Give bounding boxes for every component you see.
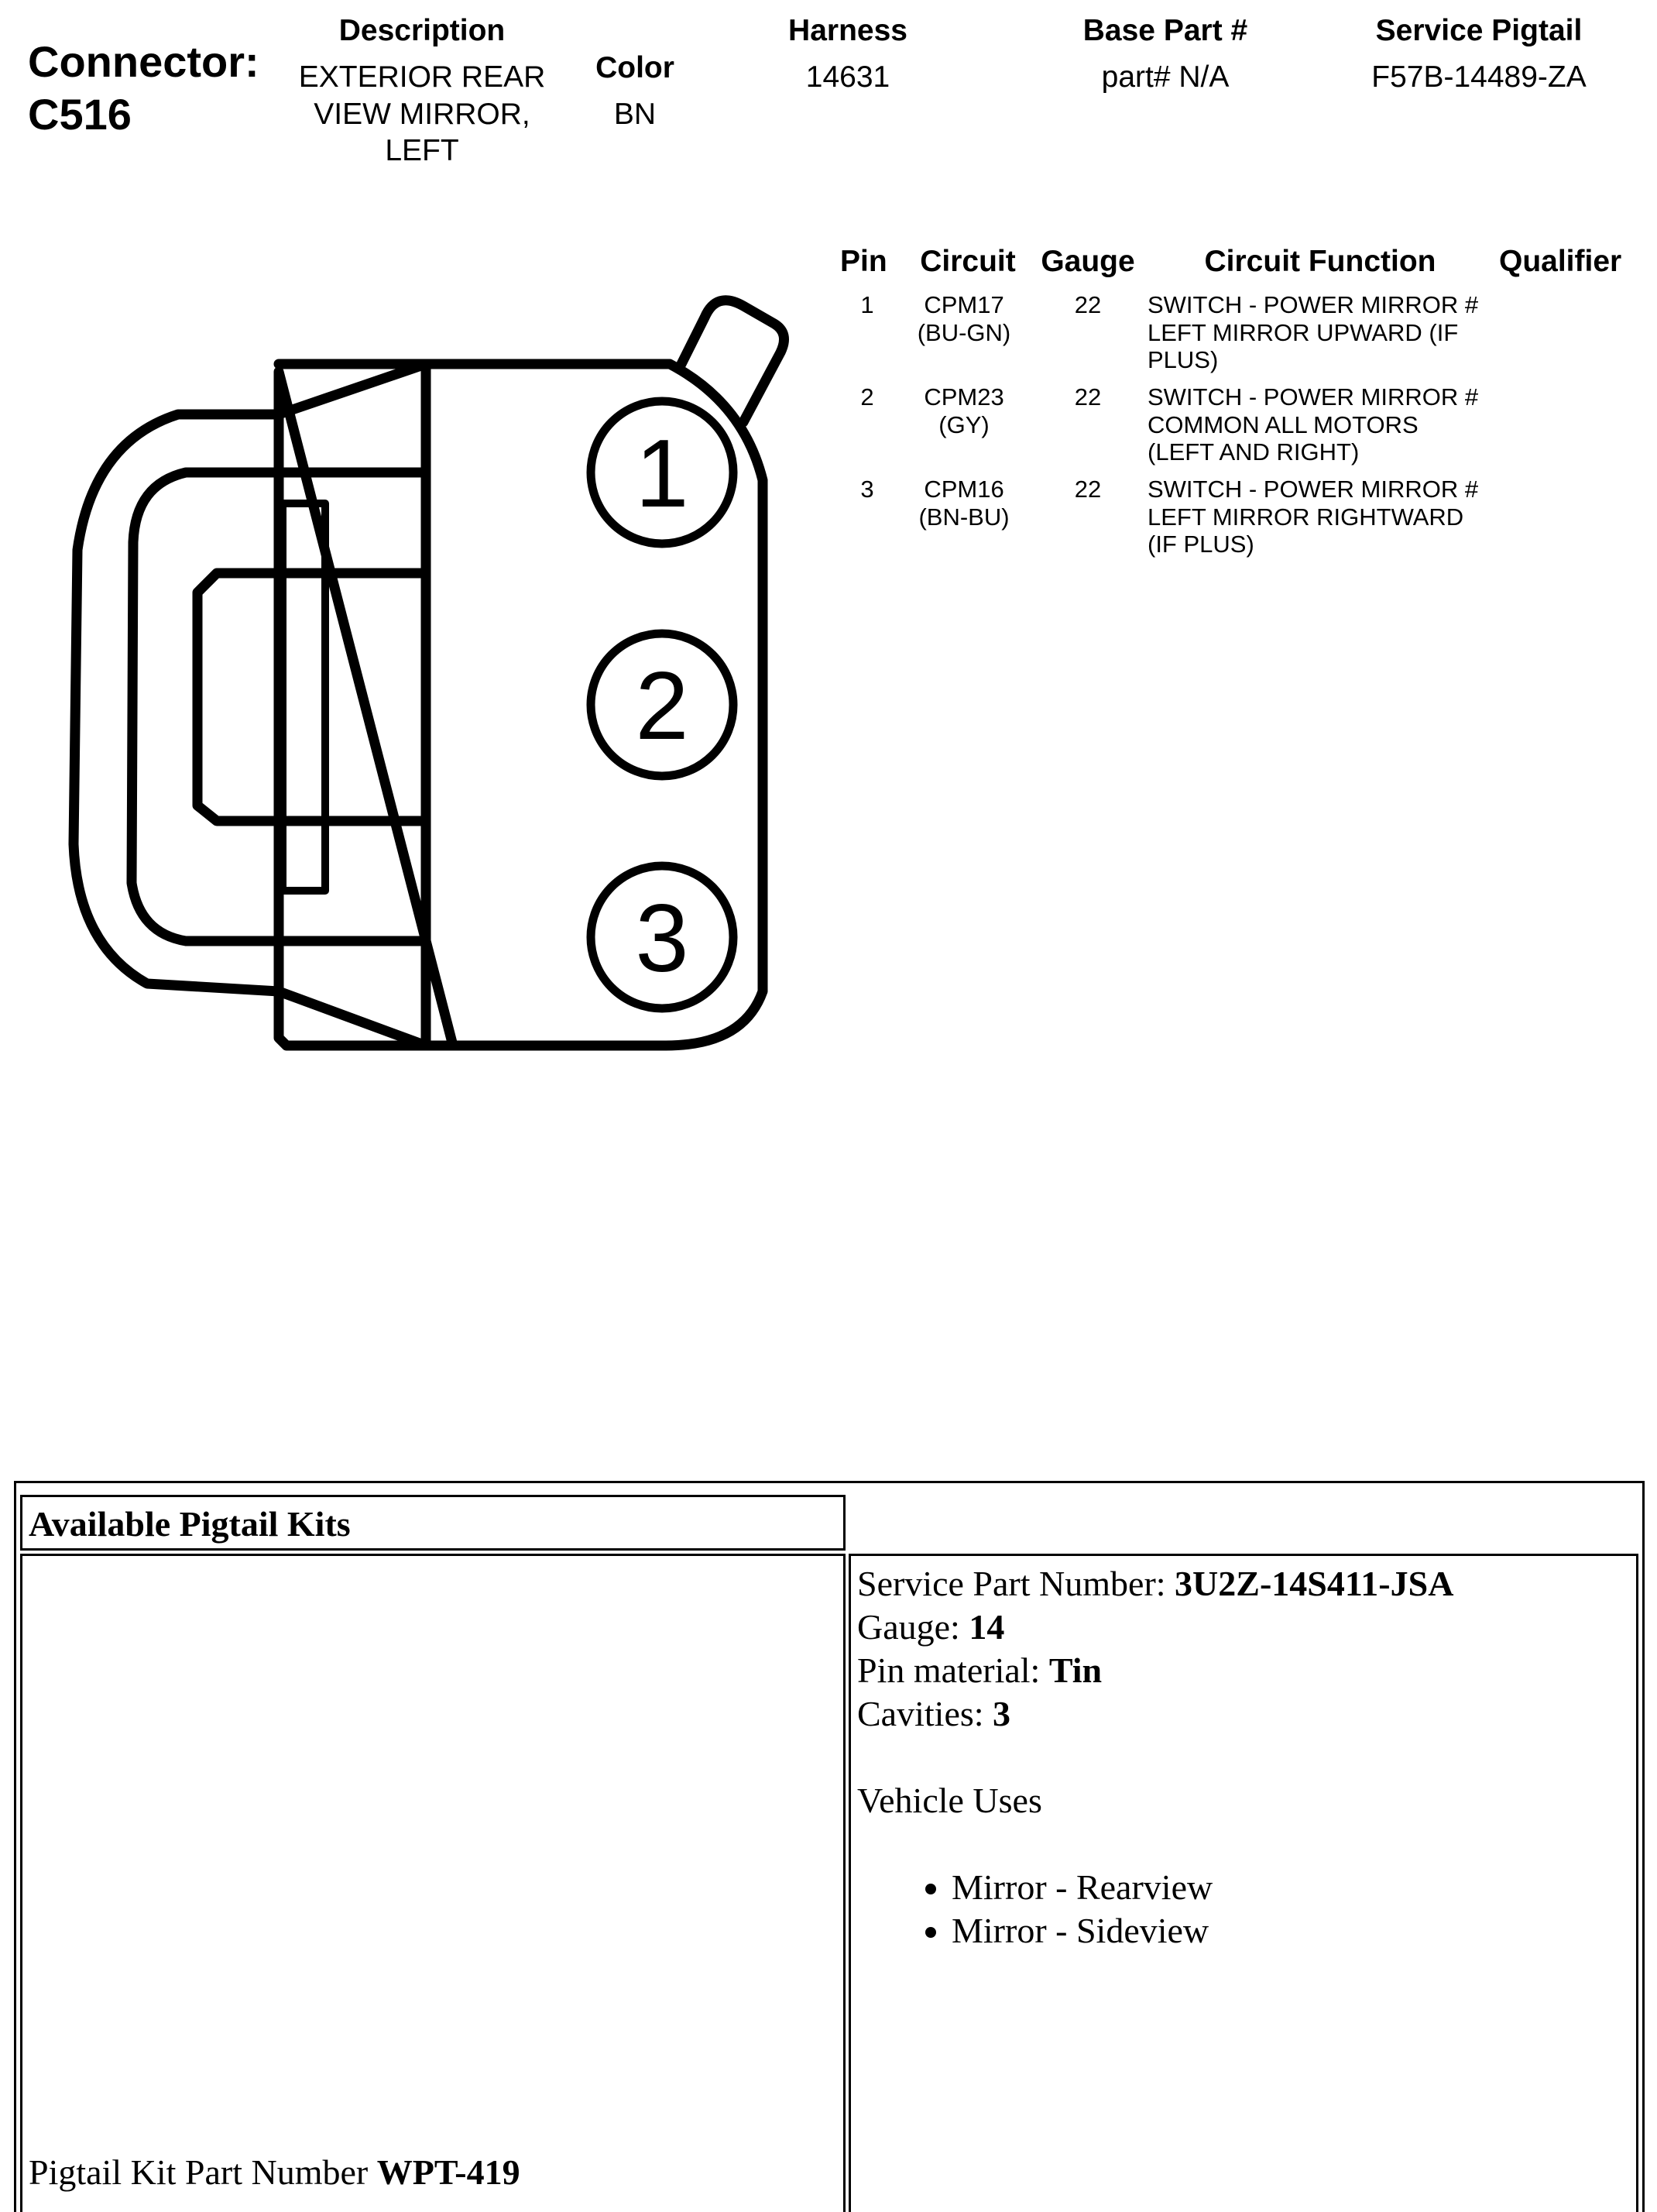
connector-diagram <box>62 263 805 1069</box>
row1-function-line: LEFT MIRROR UPWARD (IF <box>1148 318 1459 346</box>
col-header-gauge: Gauge <box>1041 245 1135 278</box>
harness-value: 14631 <box>805 60 890 94</box>
kit-part-label: Pigtail Kit Part Number <box>29 2152 377 2192</box>
row2-gauge: 22 <box>1074 383 1102 410</box>
row3-gauge: 22 <box>1074 476 1102 503</box>
row2-function-line: COMMON ALL MOTORS <box>1148 410 1419 438</box>
pin-label-3: 3 <box>635 885 689 992</box>
col-header-function: Circuit Function <box>1204 245 1436 278</box>
cavities-value: 3 <box>993 1694 1011 1733</box>
row1-function-line: PLUS) <box>1148 346 1219 374</box>
service-pigtail-value: F57B-14489-ZA <box>1371 60 1587 94</box>
row2-function-line: SWITCH - POWER MIRROR # <box>1148 383 1479 410</box>
vehicle-uses-list <box>857 1866 1453 1953</box>
pin-material-label: Pin material: <box>857 1650 1049 1690</box>
col-header-circuit: Circuit <box>920 245 1016 278</box>
row2-pin: 2 <box>860 383 874 410</box>
connector-id: C516 <box>28 90 132 139</box>
row1-circuit-code: CPM17 <box>924 291 1004 318</box>
pin-material-value: Tin <box>1048 1650 1103 1690</box>
connector-title <box>28 36 259 142</box>
col-header-pin: Pin <box>840 245 887 278</box>
row1-pin: 1 <box>860 291 874 318</box>
cavities-line <box>857 1692 1453 1736</box>
row3-circuit <box>898 476 1030 531</box>
vehicle-use-item: • Mirror - Sideview <box>952 1909 1453 1953</box>
service-part-line <box>857 1562 1453 1606</box>
row2-wire-color: (GY) <box>938 410 990 438</box>
color-value: BN <box>613 98 657 131</box>
gauge-value: 14 <box>969 1607 1005 1647</box>
pigtail-title: Available Pigtail Kits <box>29 1504 351 1544</box>
gauge-line <box>857 1606 1453 1649</box>
row2-function-line: (LEFT AND RIGHT) <box>1148 438 1360 466</box>
col-header-qualifier: Qualifier <box>1499 245 1622 278</box>
latch-window <box>197 573 426 821</box>
connector-label: Connector: <box>28 37 259 86</box>
pin-material-line <box>857 1649 1453 1692</box>
row1-function <box>1148 291 1504 374</box>
row3-pin: 3 <box>860 476 874 503</box>
pigtail-kit-cell <box>20 1554 846 2212</box>
row1-circuit <box>898 291 1030 346</box>
row3-function-line: SWITCH - POWER MIRROR # <box>1148 476 1479 503</box>
gauge-label: Gauge: <box>857 1607 969 1647</box>
pin-label-1: 1 <box>635 421 689 527</box>
row1-wire-color: (BU-GN) <box>917 318 1011 346</box>
row1-function-line: SWITCH - POWER MIRROR # <box>1148 291 1479 318</box>
base-part-header: Base Part # <box>1082 14 1248 47</box>
cavities-label: Cavities: <box>857 1694 993 1733</box>
row3-function-line: (IF PLUS) <box>1148 531 1254 558</box>
service-part-value: 3U2Z-14S411-JSA <box>1175 1564 1454 1603</box>
row2-function <box>1148 383 1504 466</box>
base-part-value: part# N/A <box>1101 60 1230 94</box>
service-pigtail-header: Service Pigtail <box>1375 14 1583 47</box>
latch-bar <box>283 503 325 891</box>
color-header: Color <box>595 51 674 84</box>
vehicle-uses-label: Vehicle Uses <box>857 1781 1042 1820</box>
kit-part-line <box>29 2151 520 2194</box>
vehicle-use-item: • Mirror - Rearview <box>952 1866 1453 1909</box>
row3-function <box>1148 476 1504 558</box>
pin-label-2: 2 <box>635 653 689 760</box>
pigtail-details-cell <box>849 1554 1638 2212</box>
row2-circuit <box>898 383 1030 438</box>
description-header: Description <box>338 14 506 47</box>
row3-circuit-code: CPM16 <box>924 476 1004 503</box>
latch-tab <box>681 301 784 422</box>
harness-header: Harness <box>788 14 907 47</box>
description-value: EXTERIOR REAR VIEW MIRROR, LEFT <box>298 60 546 168</box>
kit-part-value: WPT-419 <box>376 2152 520 2192</box>
service-part-label: Service Part Number: <box>857 1564 1175 1603</box>
row3-function-line: LEFT MIRROR RIGHTWARD <box>1148 503 1464 531</box>
row1-gauge: 22 <box>1074 291 1102 318</box>
row3-wire-color: (BN-BU) <box>918 503 1010 531</box>
pigtail-title-cell <box>20 1495 846 1551</box>
pigtail-details <box>857 1562 1453 1953</box>
row2-circuit-code: CPM23 <box>924 383 1004 410</box>
